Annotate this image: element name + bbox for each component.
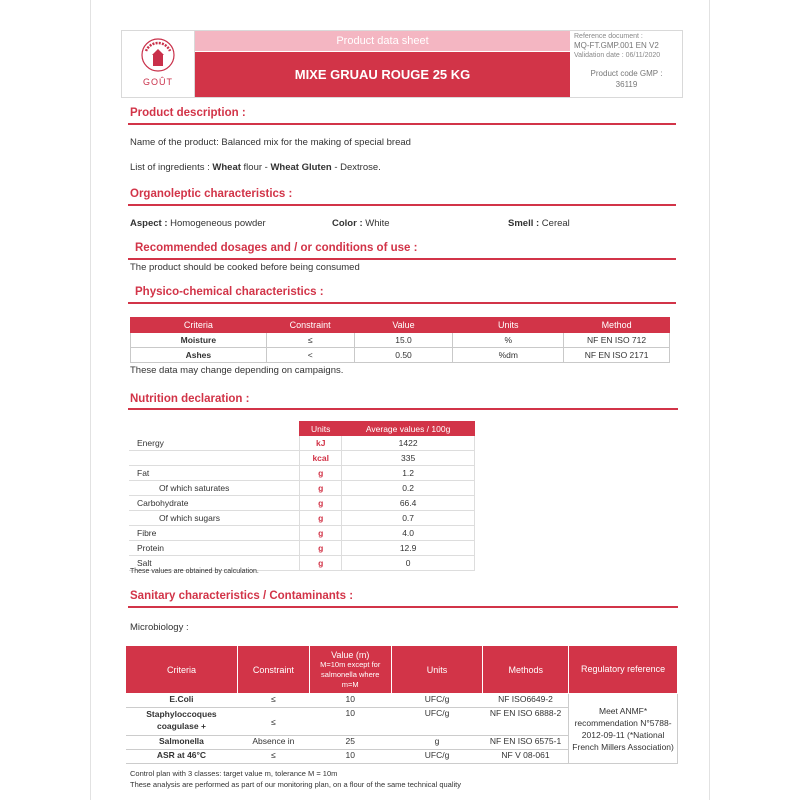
nutrient-unit: kJ (300, 436, 342, 451)
product-data-sheet (90, 0, 710, 800)
section-divider (128, 123, 676, 125)
physico-header: Criteria (131, 318, 267, 333)
nutrient-label: Carbohydrate (129, 496, 300, 511)
physico-note: These data may change depending on campaigns. (130, 365, 344, 376)
document-header (121, 30, 683, 98)
nutrient-value: 0.2 (342, 481, 475, 496)
physico-cell: Ashes (131, 348, 267, 363)
physico-cell: % (453, 333, 564, 348)
aspect-value: Homogeneous powder (167, 218, 266, 229)
nutrition-header-row (129, 422, 475, 436)
ingredient-wheat: Wheat (212, 162, 241, 173)
physico-header: Method (564, 318, 670, 333)
brand-logo (122, 31, 195, 97)
physico-header-row (131, 318, 670, 333)
micro-cell: NF EN ISO 6888-2 (483, 708, 569, 736)
nutrient-unit: g (300, 556, 342, 571)
table-row (129, 511, 475, 526)
section-title-dosage: Recommended dosages and / or conditions of use : (135, 242, 418, 254)
table-row (126, 694, 678, 708)
micro-header-regulatory: Regulatory reference (569, 646, 678, 694)
dosage-text: The product should be cooked before being consumed (130, 262, 360, 273)
physico-header: Value (354, 318, 453, 333)
product-code-value: 36119 (615, 80, 638, 89)
micro-cell: ASR at 46°C (126, 750, 238, 764)
micro-cell: ≤ (237, 750, 309, 764)
nutrition-table (129, 421, 475, 571)
micro-cell: 10 (309, 694, 391, 708)
physico-cell: < (266, 348, 354, 363)
nutrient-label: Energy (129, 436, 300, 451)
nutrition-header: Units (300, 422, 342, 436)
micro-cell: ≤ (237, 708, 309, 736)
section-title-physico: Physico-chemical characteristics : (135, 286, 324, 298)
color-label: Color : (332, 218, 363, 229)
nutrient-label: Protein (129, 541, 300, 556)
nutrition-header: Average values / 100g (342, 422, 475, 436)
nutrient-unit: g (300, 526, 342, 541)
microbiology-header-row (126, 646, 678, 694)
aspect-field (130, 218, 266, 229)
micro-header-methods: Methods (483, 646, 569, 694)
aspect-label: Aspect : (130, 218, 168, 229)
nutrient-value: 66.4 (342, 496, 475, 511)
sheet-label: Product data sheet (195, 31, 570, 51)
ingredients-line (130, 162, 381, 173)
microbiology-table (125, 645, 678, 764)
physico-cell: NF EN ISO 2171 (564, 348, 670, 363)
table-row (129, 436, 475, 451)
nutrient-value: 335 (342, 451, 475, 466)
nutrient-label: Fat (129, 466, 300, 481)
table-row (129, 466, 475, 481)
reference-box (571, 31, 682, 97)
table-row (129, 496, 475, 511)
micro-header-value-sub: M=10m except for salmonella where m=M (320, 659, 381, 689)
micro-cell: UFC/g (391, 750, 483, 764)
section-title-sanitary: Sanitary characteristics / Contaminants : (130, 590, 354, 602)
physico-cell: %dm (453, 348, 564, 363)
nutrient-value: 1.2 (342, 466, 475, 481)
micro-cell: UFC/g (391, 708, 483, 736)
mill-seal-icon (138, 35, 178, 77)
micro-cell: 10 (309, 750, 391, 764)
product-name-line: Name of the product: Balanced mix for the making of special bread (130, 137, 411, 148)
ingredient-gluten: Wheat Gluten (270, 162, 332, 173)
ingredient-flour: flour - (240, 162, 271, 173)
section-divider (128, 302, 676, 304)
micro-cell: NF ISO6649-2 (483, 694, 569, 708)
physico-header: Units (453, 318, 564, 333)
nutrient-value: 12.9 (342, 541, 475, 556)
table-row (129, 481, 475, 496)
table-row (129, 541, 475, 556)
smell-label: Smell : (508, 218, 540, 229)
section-divider (128, 258, 676, 260)
micro-header-value (309, 646, 391, 694)
nutrient-label: Fibre (129, 526, 300, 541)
section-divider (128, 606, 678, 608)
micro-header-criteria: Criteria (126, 646, 238, 694)
smell-value: Cereal (539, 218, 570, 229)
section-divider (128, 408, 678, 410)
micro-cell: NF EN ISO 6575-1 (483, 736, 569, 750)
section-divider (128, 204, 676, 206)
nutrient-unit: g (300, 511, 342, 526)
regulatory-reference: Meet ANMF* recommendation N°5788- 2012-09-11 (*National French Millers Association) (569, 694, 678, 764)
nutrient-value: 0.7 (342, 511, 475, 526)
micro-cell: Salmonella (126, 736, 238, 750)
color-field (332, 218, 390, 229)
nutrient-unit: g (300, 496, 342, 511)
micro-cell: Staphyloccoques coagulase + (126, 708, 238, 736)
micro-cell: NF V 08-061 (483, 750, 569, 764)
ingredient-dextrose: - Dextrose. (331, 162, 381, 173)
nutrient-label: Of which saturates (129, 481, 300, 496)
nutrition-note: These values are obtained by calculation. (130, 568, 259, 575)
table-row (129, 526, 475, 541)
brand-name: GOÛT (143, 77, 173, 87)
nutrient-unit: g (300, 466, 342, 481)
micro-cell: 25 (309, 736, 391, 750)
smell-field (508, 218, 570, 229)
micro-cell: 10 (309, 708, 391, 736)
ingredients-label: List of ingredients : (130, 162, 213, 173)
sanitary-note-analysis: These analysis are performed as part of our monitoring plan, on a flour of the same technical quality (130, 780, 462, 789)
physico-cell: 0.50 (354, 348, 453, 363)
nutrient-label (129, 451, 300, 466)
microbiology-label: Microbiology : (130, 622, 189, 633)
nutrient-value: 1422 (342, 436, 475, 451)
micro-header-units: Units (391, 646, 483, 694)
product-title: MIXE GRUAU ROUGE 25 KG (195, 52, 570, 97)
table-row (131, 333, 670, 348)
micro-cell: E.Coli (126, 694, 238, 708)
product-code-label: Product code GMP : (590, 69, 663, 78)
nutrient-value: 4.0 (342, 526, 475, 541)
physico-table (130, 317, 670, 363)
micro-cell: ≤ (237, 694, 309, 708)
section-title-description: Product description : (130, 107, 246, 119)
physico-cell: 15.0 (354, 333, 453, 348)
nutrient-value: 0 (342, 556, 475, 571)
nutrient-unit: g (300, 481, 342, 496)
nutrient-label: Salt (129, 556, 300, 571)
section-title-organoleptic: Organoleptic characteristics : (130, 188, 293, 200)
color-value: White (362, 218, 390, 229)
nutrient-unit: g (300, 541, 342, 556)
micro-cell: Absence in (237, 736, 309, 750)
nutrient-unit: kcal (300, 451, 342, 466)
physico-cell: Moisture (131, 333, 267, 348)
reference-label: Reference document : (574, 33, 643, 40)
micro-header-constraint: Constraint (237, 646, 309, 694)
physico-cell: NF EN ISO 712 (564, 333, 670, 348)
micro-cell: UFC/g (391, 694, 483, 708)
table-row (129, 451, 475, 466)
sanitary-note-control-plan: Control plan with 3 classes: target value m, tolerance M = 10m (130, 769, 338, 778)
micro-cell: g (391, 736, 483, 750)
reference-value: MQ-FT.GMP.001 EN V2 (574, 41, 659, 50)
nutrient-label: Of which sugars (129, 511, 300, 526)
section-title-nutrition: Nutrition declaration : (130, 393, 250, 405)
micro-header-value-title: Value (m) (331, 649, 370, 660)
physico-cell: ≤ (266, 333, 354, 348)
physico-header: Constraint (266, 318, 354, 333)
table-row (131, 348, 670, 363)
validation-date: Validation date : 06/11/2020 (574, 52, 661, 59)
nutrition-header-spacer (129, 422, 300, 436)
